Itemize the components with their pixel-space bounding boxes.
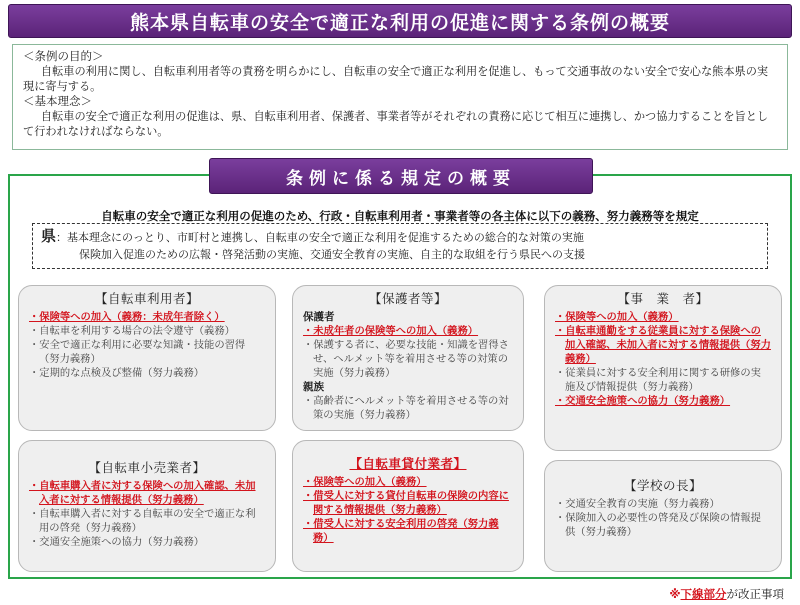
- list-item: ・交通安全施策への協力（努力義務）: [29, 536, 205, 548]
- list-item: ・借受人に対する安全利用の啓発（努力義務）: [303, 518, 499, 544]
- list-item: ・借受人に対する貸付自転車の保険の内容に関する情報提供（努力義務）: [303, 490, 509, 516]
- card-title: 【自転車小売業者】: [88, 460, 206, 475]
- list-item: ・保険加入の必要性の啓発及び保険の情報提供（努力義務）: [555, 512, 761, 538]
- section-title: 条例に係る規定の概要: [209, 158, 593, 194]
- principle-heading: ＜基本理念＞: [23, 94, 92, 108]
- prefecture-box: [32, 223, 768, 269]
- principle-text: 自転車の安全で適正な利用の促進は、県、自転車利用者、保護者、事業者等がそれぞれの責務に応じて相互に連携し、かつ協力することを旨として行われなければならない。: [23, 110, 769, 138]
- card-title: 【事 業 者】: [617, 291, 709, 306]
- list-item: ・従業員に対する安全利用に関する研修の実施及び情報提供（努力義務）: [555, 367, 761, 393]
- list-item: ・定期的な点検及び整備（努力義務）: [29, 367, 205, 379]
- list-item: ・保護する者に、必要な技能・知識を習得させ、ヘルメット等を着用させる等の対策の実施（努力義務）: [303, 339, 509, 379]
- footnote: [669, 586, 784, 602]
- card-business: [544, 285, 782, 451]
- prefecture-text1: ：基本理念にのっとり、市町村と連携し、自転車の安全で適正な利用を促進するための総合的な対策の実施: [56, 231, 584, 244]
- intro-text: 自転車の安全で適正な利用の促進のため、行政・自転車利用者・事業者等の各主体に以下の義務、努力義務等を規定: [101, 209, 699, 223]
- card-title: 【自転車貸付業者】: [349, 456, 467, 471]
- prefecture-label: 県: [41, 227, 57, 245]
- list-item: ・交通安全教育の実施（努力義務）: [555, 498, 720, 510]
- purpose-text: 自転車の利用に関し、自転車利用者等の責務を明らかにし、自転車の安全で適正な利用を促進し、もって交通事故のない安全で安心な熊本県の実現に寄与する。: [23, 65, 769, 93]
- card-guardians: [292, 285, 524, 431]
- footnote-mark: ※: [669, 587, 681, 601]
- footnote-underlined: 下線部分: [680, 587, 727, 601]
- card-title: 【学校の長】: [623, 478, 702, 493]
- card-bicycle-users: [18, 285, 276, 431]
- card-retailers: [18, 440, 276, 572]
- list-item: ・保険等への加入（義務）: [555, 311, 679, 323]
- list-item: ・交通安全施策への協力（努力義務）: [555, 395, 731, 407]
- prefecture-text2: 保険加入促進のための広報・啓発活動の実施、交通安全教育の実施、自主的な取組を行う県民への支援: [79, 248, 585, 261]
- card-title: 【自転車利用者】: [94, 291, 199, 306]
- subheading: 親族: [303, 381, 324, 393]
- list-item: ・自転車を利用する場合の法令遵守（義務）: [29, 325, 235, 337]
- card-school-principal: [544, 460, 782, 572]
- list-item: ・自転車購入者に対する保険への加入確認、未加入者に対する情報提供（努力義務）: [29, 480, 256, 506]
- list-item: ・自転車通勤をする従業員に対する保険への加入確認、未加入者に対する情報提供（努力義務）: [555, 325, 771, 365]
- subheading: 保護者: [303, 311, 335, 323]
- purpose-heading: ＜条例の目的＞: [23, 49, 104, 63]
- list-item: ・保険等への加入（義務）: [303, 476, 427, 488]
- list-item: ・未成年者の保険等への加入（義務）: [303, 325, 479, 337]
- list-item: ・高齢者にヘルメット等を着用させる等の対策の実施（努力義務）: [303, 395, 509, 421]
- page-title: 熊本県自転車の安全で適正な利用の促進に関する条例の概要: [8, 4, 792, 38]
- list-item: ・自転車購入者に対する自転車の安全で適正な利用の啓発（努力義務）: [29, 508, 256, 534]
- card-title: 【保護者等】: [368, 291, 447, 306]
- purpose-principle-box: [12, 44, 788, 150]
- list-item: ・安全で適正な利用に必要な知識・技能の習得（努力義務）: [29, 339, 246, 365]
- footnote-suffix: が改正事項: [726, 587, 784, 601]
- list-item: ・保険等への加入（義務：未成年者除く）: [29, 311, 225, 323]
- card-rental: [292, 440, 524, 572]
- prefecture-line1: [41, 228, 759, 246]
